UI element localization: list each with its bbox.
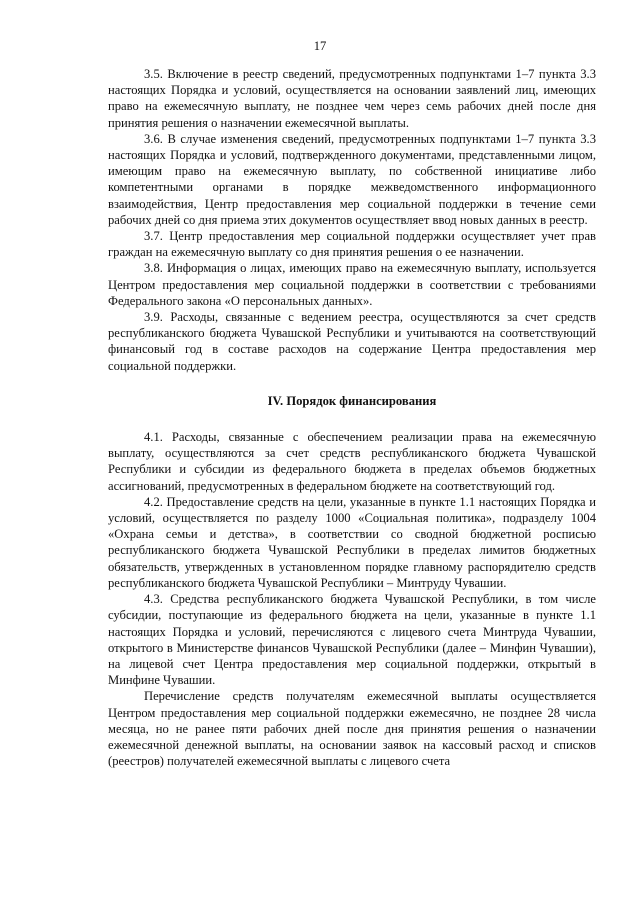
paragraph-3-6: 3.6. В случае изменения сведений, предусмотренных подпунктами 1–7 пункта 3.3 настоящих Порядка и условий, подтвержденного документами, представленными лицом, имеющим право на ежемесячную выплату, по собственной инициативе либо компетентными органами в порядке межведомственного информационного взаимодействия, Центр предоставления мер социальной поддержки в течение семи рабочих дней со дня приема этих документов осуществляет ввод новых данных в реестр. [108,131,596,227]
paragraph-4-2: 4.2. Предоставление средств на цели, указанные в пункте 1.1 настоящих Порядка и условий, осуществляется по разделу 1000 «Социальная политика», подразделу 1004 «Охрана семьи и детства», в соответствии со сводной бюджетной росписью республиканского бюджета Чувашской Республики в пределах лимитов бюджетных обязательств, утвержденных в установленном порядке главному распорядителю средств республиканского бюджета Чувашской Республики – Минтруду Чувашии. [108,494,596,590]
document-body [108,66,596,769]
paragraph-3-5: 3.5. Включение в реестр сведений, предусмотренных подпунктами 1–7 пункта 3.3 настоящих Порядка и условий, осуществляется на основании заявлений лиц, имеющих право на ежемесячную выплату, не позднее чем через семь рабочих дней после дня принятия решения о назначении ежемесячной выплаты. [108,67,596,130]
paragraph-transfer: Перечисление средств получателям ежемесячной выплаты осуществляется Центром предоставления мер социальной поддержки ежемесячно, не позднее 28 числа месяца, но не ранее пяти рабочих дней после дня принятия решения о назначении ежемесячной денежной выплаты, на основании заявок на кассовый расход и списков (реестров) получателей ежемесячной выплаты с лицевого счета [108,689,596,769]
page-number: 17 [313,39,327,53]
paragraph-3-8: 3.8. Информация о лицах, имеющих право на ежемесячную выплату, используется Центром предоставления мер социальной поддержки в соответствии с требованиями Федерального закона «О персональных данных». [108,261,596,308]
paragraph-4-1: 4.1. Расходы, связанные с обеспечением реализации права на ежемесячную выплату, осуществляются за счет средств республиканского бюджета Чувашской Республики и субсидии из федерального бюджета в пределах объемов бюджетных ассигнований, предусмотренных в федеральном бюджете на соответствующий год. [108,430,596,493]
paragraph-4-3: 4.3. Средства республиканского бюджета Чувашской Республики, в том числе субсидии, поступающие из федерального бюджета на цели, указанные в пункте 1.1 настоящих Порядка и условий, перечисляются с лицевого счета Минтруда Чувашии, открытого в Министерстве финансов Чувашской Республики (далее – Минфин Чувашии), на лицевой счет Центра предоставления мер социальной поддержки, открытый в Минфине Чувашии. [108,592,596,688]
section-heading: IV. Порядок финансирования [267,393,437,408]
paragraph-3-9: 3.9. Расходы, связанные с ведением реестра, осуществляются за счет средств республиканского бюджета Чувашской Республики и учитываются на соответствующий финансовый год в составе расходов на содержание Центра предоставления мер социальной поддержки. [108,310,596,373]
paragraph-3-7: 3.7. Центр предоставления мер социальной поддержки осуществляет учет прав граждан на ежемесячную выплату со дня принятия решения о ее назначении. [108,229,596,260]
